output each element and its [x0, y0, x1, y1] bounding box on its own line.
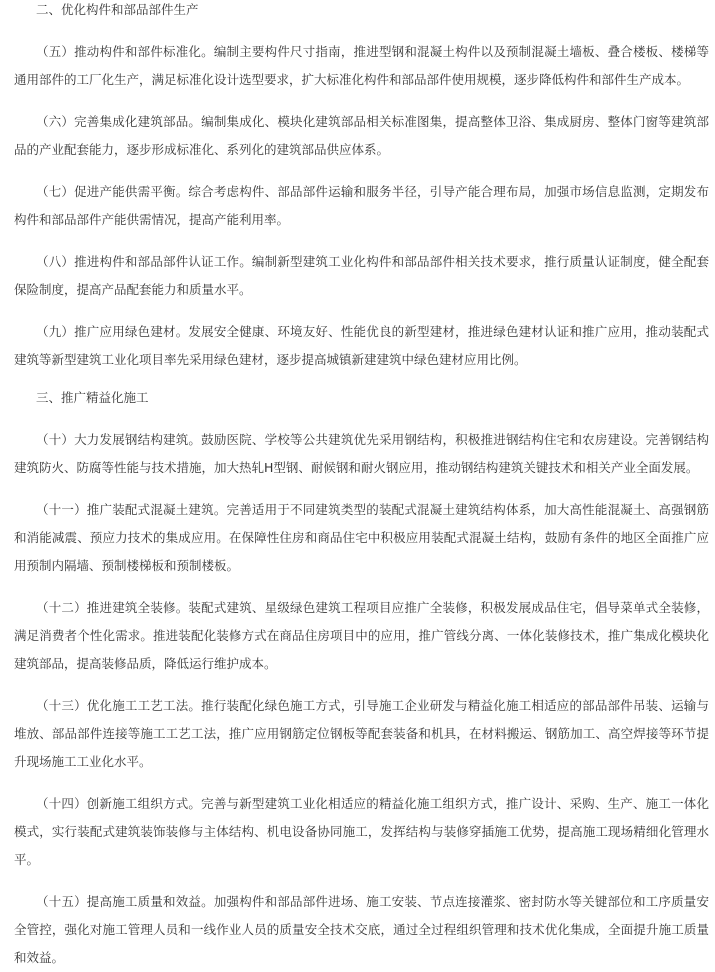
section-heading-3: 三、推广精益化施工: [36, 390, 149, 405]
paragraph-11: （十一）推广装配式混凝土建筑。完善适用于不同建筑类型的装配式混凝土建筑结构体系，加大高性能混凝土、高强钢筋和消能减震、预应力技术的集成应用。在保障性住房和商品住宅中积极应用装配式混凝土结构，鼓励有条件的地区全面推广应用预制内隔墙、预制楼梯板和预制楼板。: [14, 502, 709, 573]
paragraph-10: （十）大力发展钢结构建筑。鼓励医院、学校等公共建筑优先采用钢结构，积极推进钢结构住宅和农房建设。完善钢结构建筑防火、防腐等性能与技术措施，加大热轧H型钢、耐候钢和耐火钢应用，推动钢结构建筑关键技术和相关产业全面发展。: [14, 432, 709, 475]
paragraph-15: （十五）提高施工质量和效益。加强构件和部品部件进场、施工安装、节点连接灌浆、密封防水等关键部位和工序质量安全管控，强化对施工管理人员和一线作业人员的质量安全技术交底，通过全过程组织管理和技术优化集成，全面提升施工质量和效益。: [14, 894, 709, 965]
paragraph-7: （七）促进产能供需平衡。综合考虑构件、部品部件运输和服务半径，引导产能合理布局，加强市场信息监测，定期发布构件和部品部件产能供需情况，提高产能利用率。: [14, 184, 709, 227]
paragraph-8: （八）推进构件和部品部件认证工作。编制新型建筑工业化构件和部品部件相关技术要求，推行质量认证制度，健全配套保险制度，提高产品配套能力和质量水平。: [14, 254, 709, 297]
paragraph-12: （十二）推进建筑全装修。装配式建筑、星级绿色建筑工程项目应推广全装修，积极发展成品住宅，倡导菜单式全装修，满足消费者个性化需求。推进装配化装修方式在商品住房项目中的应用，推广管线分离、一体化装修技术，推广集成化模块化建筑部品，提高装修品质，降低运行维护成本。: [14, 600, 709, 671]
paragraph-5: （五）推动构件和部件标准化。编制主要构件尺寸指南，推进型钢和混凝土构件以及预制混凝土墙板、叠合楼板、楼梯等通用部件的工厂化生产，满足标准化设计选型要求，扩大标准化构件和部品部件使用规模，逐步降低构件和部件生产成本。: [14, 44, 709, 87]
paragraph-9: （九）推广应用绿色建材。发展安全健康、环境友好、性能优良的新型建材，推进绿色建材认证和推广应用，推动装配式建筑等新型建筑工业化项目率先采用绿色建材，逐步提高城镇新建建筑中绿色建材应用比例。: [14, 324, 709, 367]
paragraph-13: （十三）优化施工工艺工法。推行装配化绿色施工方式，引导施工企业研发与精益化施工相适应的部品部件吊装、运输与堆放、部品部件连接等施工工艺工法，推广应用钢筋定位钢板等配套装备和机具，在材料搬运、钢筋加工、高空焊接等环节提升现场施工工业化水平。: [14, 698, 709, 769]
section-heading-2: 二、优化构件和部品部件生产: [36, 2, 199, 17]
paragraph-14: （十四）创新施工组织方式。完善与新型建筑工业化相适应的精益化施工组织方式，推广设计、采购、生产、施工一体化模式，实行装配式建筑装饰装修与主体结构、机电设备协同施工，发挥结构与装修穿插施工优势，提高施工现场精细化管理水平。: [14, 796, 709, 867]
paragraph-6: （六）完善集成化建筑部品。编制集成化、模块化建筑部品相关标准图集，提高整体卫浴、集成厨房、整体门窗等建筑部品的产业配套能力，逐步形成标准化、系列化的建筑部品供应体系。: [14, 114, 709, 157]
